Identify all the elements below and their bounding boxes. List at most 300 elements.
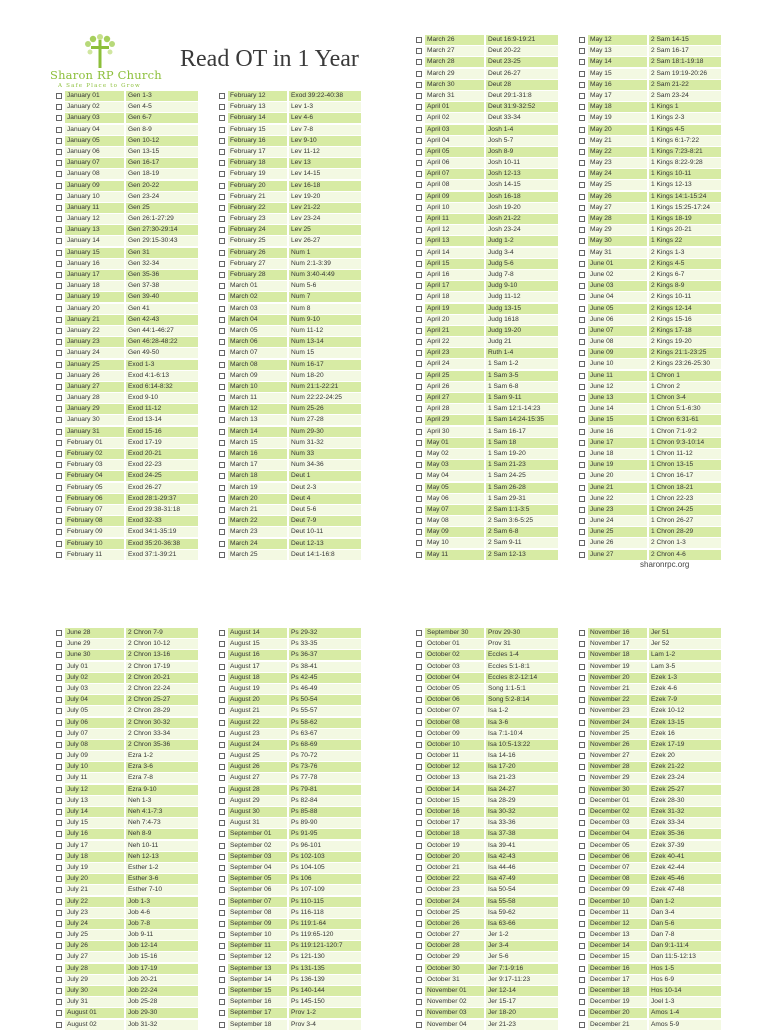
checkbox[interactable] <box>219 417 225 423</box>
checkbox[interactable] <box>219 854 225 860</box>
checkbox[interactable] <box>219 183 225 189</box>
checkbox[interactable] <box>579 473 585 479</box>
checkbox[interactable] <box>416 820 422 826</box>
checkbox[interactable] <box>579 887 585 893</box>
checkbox[interactable] <box>56 899 62 905</box>
checkbox[interactable] <box>416 932 422 938</box>
checkbox[interactable] <box>56 350 62 356</box>
checkbox[interactable] <box>219 373 225 379</box>
checkbox[interactable] <box>56 954 62 960</box>
checkbox[interactable] <box>219 731 225 737</box>
checkbox[interactable] <box>219 820 225 826</box>
checkbox[interactable] <box>579 988 585 994</box>
checkbox[interactable] <box>416 361 422 367</box>
checkbox[interactable] <box>56 1022 62 1028</box>
checkbox[interactable] <box>579 127 585 133</box>
checkbox[interactable] <box>579 977 585 983</box>
checkbox[interactable] <box>416 93 422 99</box>
checkbox[interactable] <box>219 160 225 166</box>
checkbox[interactable] <box>56 798 62 804</box>
checkbox[interactable] <box>416 306 422 312</box>
checkbox[interactable] <box>56 395 62 401</box>
checkbox[interactable] <box>219 205 225 211</box>
checkbox[interactable] <box>579 932 585 938</box>
checkbox[interactable] <box>579 742 585 748</box>
checkbox[interactable] <box>416 843 422 849</box>
checkbox[interactable] <box>56 764 62 770</box>
checkbox[interactable] <box>219 954 225 960</box>
checkbox[interactable] <box>219 451 225 457</box>
checkbox[interactable] <box>56 205 62 211</box>
checkbox[interactable] <box>219 238 225 244</box>
checkbox[interactable] <box>579 440 585 446</box>
checkbox[interactable] <box>416 697 422 703</box>
checkbox[interactable] <box>416 686 422 692</box>
checkbox[interactable] <box>56 675 62 681</box>
checkbox[interactable] <box>219 541 225 547</box>
checkbox[interactable] <box>579 272 585 278</box>
checkbox[interactable] <box>579 764 585 770</box>
checkbox[interactable] <box>579 227 585 233</box>
checkbox[interactable] <box>579 697 585 703</box>
checkbox[interactable] <box>416 485 422 491</box>
checkbox[interactable] <box>56 328 62 334</box>
checkbox[interactable] <box>416 753 422 759</box>
checkbox[interactable] <box>56 294 62 300</box>
checkbox[interactable] <box>416 395 422 401</box>
checkbox[interactable] <box>416 373 422 379</box>
checkbox[interactable] <box>579 854 585 860</box>
checkbox[interactable] <box>579 93 585 99</box>
checkbox[interactable] <box>219 943 225 949</box>
checkbox[interactable] <box>56 697 62 703</box>
checkbox[interactable] <box>579 943 585 949</box>
checkbox[interactable] <box>416 720 422 726</box>
checkbox[interactable] <box>56 440 62 446</box>
checkbox[interactable] <box>579 910 585 916</box>
checkbox[interactable] <box>56 362 62 368</box>
checkbox[interactable] <box>416 48 422 54</box>
checkbox[interactable] <box>219 720 225 726</box>
checkbox[interactable] <box>579 552 585 558</box>
checkbox[interactable] <box>416 775 422 781</box>
checkbox[interactable] <box>579 71 585 77</box>
checkbox[interactable] <box>416 115 422 121</box>
checkbox[interactable] <box>416 540 422 546</box>
checkbox[interactable] <box>579 350 585 356</box>
checkbox[interactable] <box>219 675 225 681</box>
checkbox[interactable] <box>56 720 62 726</box>
checkbox[interactable] <box>416 462 422 468</box>
checkbox[interactable] <box>579 507 585 513</box>
checkbox[interactable] <box>579 518 585 524</box>
checkbox[interactable] <box>56 999 62 1005</box>
checkbox[interactable] <box>579 384 585 390</box>
checkbox[interactable] <box>56 462 62 468</box>
checkbox[interactable] <box>579 238 585 244</box>
checkbox[interactable] <box>416 876 422 882</box>
checkbox[interactable] <box>416 384 422 390</box>
checkbox[interactable] <box>579 798 585 804</box>
checkbox[interactable] <box>219 93 225 99</box>
checkbox[interactable] <box>56 250 62 256</box>
checkbox[interactable] <box>219 1010 225 1016</box>
checkbox[interactable] <box>219 227 225 233</box>
checkbox[interactable] <box>416 417 422 423</box>
checkbox[interactable] <box>416 675 422 681</box>
checkbox[interactable] <box>416 1010 422 1016</box>
checkbox[interactable] <box>579 529 585 535</box>
checkbox[interactable] <box>579 865 585 871</box>
checkbox[interactable] <box>56 149 62 155</box>
checkbox[interactable] <box>416 798 422 804</box>
checkbox[interactable] <box>416 764 422 770</box>
checkbox[interactable] <box>219 686 225 692</box>
checkbox[interactable] <box>579 406 585 412</box>
checkbox[interactable] <box>56 988 62 994</box>
checkbox[interactable] <box>579 339 585 345</box>
checkbox[interactable] <box>579 496 585 502</box>
checkbox[interactable] <box>56 529 62 535</box>
checkbox[interactable] <box>219 216 225 222</box>
checkbox[interactable] <box>219 552 225 558</box>
checkbox[interactable] <box>416 921 422 927</box>
checkbox[interactable] <box>579 876 585 882</box>
checkbox[interactable] <box>56 966 62 972</box>
checkbox[interactable] <box>416 708 422 714</box>
checkbox[interactable] <box>56 216 62 222</box>
checkbox[interactable] <box>219 932 225 938</box>
checkbox[interactable] <box>579 954 585 960</box>
checkbox[interactable] <box>219 429 225 435</box>
checkbox[interactable] <box>579 194 585 200</box>
checkbox[interactable] <box>56 630 62 636</box>
checkbox[interactable] <box>56 843 62 849</box>
checkbox[interactable] <box>579 373 585 379</box>
checkbox[interactable] <box>579 820 585 826</box>
checkbox[interactable] <box>219 775 225 781</box>
checkbox[interactable] <box>416 429 422 435</box>
checkbox[interactable] <box>416 787 422 793</box>
checkbox[interactable] <box>416 216 422 222</box>
checkbox[interactable] <box>219 876 225 882</box>
checkbox[interactable] <box>56 272 62 278</box>
checkbox[interactable] <box>416 977 422 983</box>
checkbox[interactable] <box>56 451 62 457</box>
checkbox[interactable] <box>219 395 225 401</box>
checkbox[interactable] <box>56 104 62 110</box>
checkbox[interactable] <box>579 205 585 211</box>
checkbox[interactable] <box>219 529 225 535</box>
checkbox[interactable] <box>416 261 422 267</box>
checkbox[interactable] <box>579 283 585 289</box>
checkbox[interactable] <box>579 641 585 647</box>
checkbox[interactable] <box>219 261 225 267</box>
checkbox[interactable] <box>416 205 422 211</box>
checkbox[interactable] <box>56 496 62 502</box>
checkbox[interactable] <box>416 966 422 972</box>
checkbox[interactable] <box>219 630 225 636</box>
checkbox[interactable] <box>56 775 62 781</box>
checkbox[interactable] <box>219 787 225 793</box>
checkbox[interactable] <box>579 843 585 849</box>
checkbox[interactable] <box>579 753 585 759</box>
checkbox[interactable] <box>56 406 62 412</box>
checkbox[interactable] <box>56 429 62 435</box>
checkbox[interactable] <box>56 373 62 379</box>
checkbox[interactable] <box>579 171 585 177</box>
checkbox[interactable] <box>219 843 225 849</box>
checkbox[interactable] <box>579 328 585 334</box>
checkbox[interactable] <box>579 686 585 692</box>
checkbox[interactable] <box>579 720 585 726</box>
checkbox[interactable] <box>416 899 422 905</box>
checkbox[interactable] <box>56 183 62 189</box>
checkbox[interactable] <box>56 93 62 99</box>
checkbox[interactable] <box>56 708 62 714</box>
checkbox[interactable] <box>579 82 585 88</box>
checkbox[interactable] <box>579 48 585 54</box>
checkbox[interactable] <box>416 809 422 815</box>
checkbox[interactable] <box>416 194 422 200</box>
checkbox[interactable] <box>416 283 422 289</box>
checkbox[interactable] <box>56 541 62 547</box>
checkbox[interactable] <box>56 865 62 871</box>
checkbox[interactable] <box>579 115 585 121</box>
checkbox[interactable] <box>579 417 585 423</box>
checkbox[interactable] <box>579 708 585 714</box>
checkbox[interactable] <box>56 485 62 491</box>
checkbox[interactable] <box>56 518 62 524</box>
checkbox[interactable] <box>416 138 422 144</box>
checkbox[interactable] <box>416 641 422 647</box>
checkbox[interactable] <box>56 171 62 177</box>
checkbox[interactable] <box>219 708 225 714</box>
checkbox[interactable] <box>416 59 422 65</box>
checkbox[interactable] <box>579 216 585 222</box>
checkbox[interactable] <box>579 775 585 781</box>
checkbox[interactable] <box>219 485 225 491</box>
checkbox[interactable] <box>579 182 585 188</box>
checkbox[interactable] <box>579 138 585 144</box>
checkbox[interactable] <box>416 182 422 188</box>
checkbox[interactable] <box>579 630 585 636</box>
checkbox[interactable] <box>219 406 225 412</box>
checkbox[interactable] <box>219 966 225 972</box>
checkbox[interactable] <box>416 887 422 893</box>
checkbox[interactable] <box>219 664 225 670</box>
checkbox[interactable] <box>56 809 62 815</box>
checkbox[interactable] <box>219 294 225 300</box>
checkbox[interactable] <box>579 999 585 1005</box>
checkbox[interactable] <box>579 966 585 972</box>
checkbox[interactable] <box>416 652 422 658</box>
checkbox[interactable] <box>56 876 62 882</box>
checkbox[interactable] <box>56 115 62 121</box>
checkbox[interactable] <box>219 272 225 278</box>
checkbox[interactable] <box>579 104 585 110</box>
checkbox[interactable] <box>579 395 585 401</box>
checkbox[interactable] <box>579 37 585 43</box>
checkbox[interactable] <box>56 910 62 916</box>
checkbox[interactable] <box>219 921 225 927</box>
checkbox[interactable] <box>219 518 225 524</box>
checkbox[interactable] <box>219 753 225 759</box>
checkbox[interactable] <box>56 731 62 737</box>
checkbox[interactable] <box>416 71 422 77</box>
checkbox[interactable] <box>219 764 225 770</box>
checkbox[interactable] <box>579 429 585 435</box>
checkbox[interactable] <box>416 731 422 737</box>
checkbox[interactable] <box>56 820 62 826</box>
checkbox[interactable] <box>416 664 422 670</box>
checkbox[interactable] <box>416 317 422 323</box>
checkbox[interactable] <box>219 104 225 110</box>
checkbox[interactable] <box>579 675 585 681</box>
checkbox[interactable] <box>56 652 62 658</box>
checkbox[interactable] <box>56 932 62 938</box>
checkbox[interactable] <box>416 865 422 871</box>
checkbox[interactable] <box>416 999 422 1005</box>
checkbox[interactable] <box>219 641 225 647</box>
checkbox[interactable] <box>56 664 62 670</box>
checkbox[interactable] <box>579 652 585 658</box>
checkbox[interactable] <box>579 921 585 927</box>
checkbox[interactable] <box>219 999 225 1005</box>
checkbox[interactable] <box>416 831 422 837</box>
checkbox[interactable] <box>56 160 62 166</box>
checkbox[interactable] <box>56 753 62 759</box>
checkbox[interactable] <box>579 261 585 267</box>
checkbox[interactable] <box>219 362 225 368</box>
checkbox[interactable] <box>579 485 585 491</box>
checkbox[interactable] <box>56 507 62 513</box>
checkbox[interactable] <box>416 910 422 916</box>
checkbox[interactable] <box>416 339 422 345</box>
checkbox[interactable] <box>416 350 422 356</box>
checkbox[interactable] <box>219 283 225 289</box>
checkbox[interactable] <box>56 787 62 793</box>
checkbox[interactable] <box>416 272 422 278</box>
checkbox[interactable] <box>579 1010 585 1016</box>
checkbox[interactable] <box>219 1022 225 1028</box>
checkbox[interactable] <box>56 261 62 267</box>
checkbox[interactable] <box>219 988 225 994</box>
checkbox[interactable] <box>219 384 225 390</box>
checkbox[interactable] <box>56 194 62 200</box>
checkbox[interactable] <box>416 227 422 233</box>
checkbox[interactable] <box>219 899 225 905</box>
checkbox[interactable] <box>56 854 62 860</box>
checkbox[interactable] <box>416 988 422 994</box>
checkbox[interactable] <box>579 831 585 837</box>
checkbox[interactable] <box>56 384 62 390</box>
checkbox[interactable] <box>56 641 62 647</box>
checkbox[interactable] <box>579 1022 585 1028</box>
checkbox[interactable] <box>416 294 422 300</box>
checkbox[interactable] <box>56 552 62 558</box>
checkbox[interactable] <box>416 406 422 412</box>
checkbox[interactable] <box>56 977 62 983</box>
checkbox[interactable] <box>579 731 585 737</box>
checkbox[interactable] <box>219 127 225 133</box>
checkbox[interactable] <box>416 149 422 155</box>
checkbox[interactable] <box>219 865 225 871</box>
checkbox[interactable] <box>416 518 422 524</box>
checkbox[interactable] <box>219 440 225 446</box>
checkbox[interactable] <box>579 899 585 905</box>
checkbox[interactable] <box>219 742 225 748</box>
checkbox[interactable] <box>579 451 585 457</box>
checkbox[interactable] <box>416 854 422 860</box>
checkbox[interactable] <box>579 317 585 323</box>
checkbox[interactable] <box>56 1010 62 1016</box>
checkbox[interactable] <box>416 238 422 244</box>
checkbox[interactable] <box>579 250 585 256</box>
checkbox[interactable] <box>56 339 62 345</box>
checkbox[interactable] <box>416 82 422 88</box>
checkbox[interactable] <box>416 37 422 43</box>
checkbox[interactable] <box>56 306 62 312</box>
checkbox[interactable] <box>219 194 225 200</box>
checkbox[interactable] <box>219 306 225 312</box>
checkbox[interactable] <box>416 496 422 502</box>
checkbox[interactable] <box>416 171 422 177</box>
checkbox[interactable] <box>579 361 585 367</box>
checkbox[interactable] <box>219 473 225 479</box>
checkbox[interactable] <box>416 473 422 479</box>
checkbox[interactable] <box>56 473 62 479</box>
checkbox[interactable] <box>56 943 62 949</box>
checkbox[interactable] <box>219 910 225 916</box>
checkbox[interactable] <box>219 250 225 256</box>
checkbox[interactable] <box>219 697 225 703</box>
checkbox[interactable] <box>579 462 585 468</box>
checkbox[interactable] <box>579 294 585 300</box>
checkbox[interactable] <box>219 652 225 658</box>
checkbox[interactable] <box>416 630 422 636</box>
checkbox[interactable] <box>219 977 225 983</box>
checkbox[interactable] <box>579 664 585 670</box>
checkbox[interactable] <box>219 171 225 177</box>
checkbox[interactable] <box>219 809 225 815</box>
checkbox[interactable] <box>416 104 422 110</box>
checkbox[interactable] <box>416 250 422 256</box>
checkbox[interactable] <box>56 686 62 692</box>
checkbox[interactable] <box>416 328 422 334</box>
checkbox[interactable] <box>56 283 62 289</box>
checkbox[interactable] <box>416 742 422 748</box>
checkbox[interactable] <box>416 507 422 513</box>
checkbox[interactable] <box>416 127 422 133</box>
checkbox[interactable] <box>56 921 62 927</box>
checkbox[interactable] <box>416 552 422 558</box>
checkbox[interactable] <box>579 160 585 166</box>
checkbox[interactable] <box>416 954 422 960</box>
checkbox[interactable] <box>219 339 225 345</box>
checkbox[interactable] <box>56 138 62 144</box>
checkbox[interactable] <box>219 328 225 334</box>
checkbox[interactable] <box>579 809 585 815</box>
checkbox[interactable] <box>56 227 62 233</box>
checkbox[interactable] <box>56 127 62 133</box>
checkbox[interactable] <box>416 1022 422 1028</box>
checkbox[interactable] <box>579 306 585 312</box>
checkbox[interactable] <box>416 529 422 535</box>
checkbox[interactable] <box>56 238 62 244</box>
checkbox[interactable] <box>579 787 585 793</box>
checkbox[interactable] <box>56 317 62 323</box>
